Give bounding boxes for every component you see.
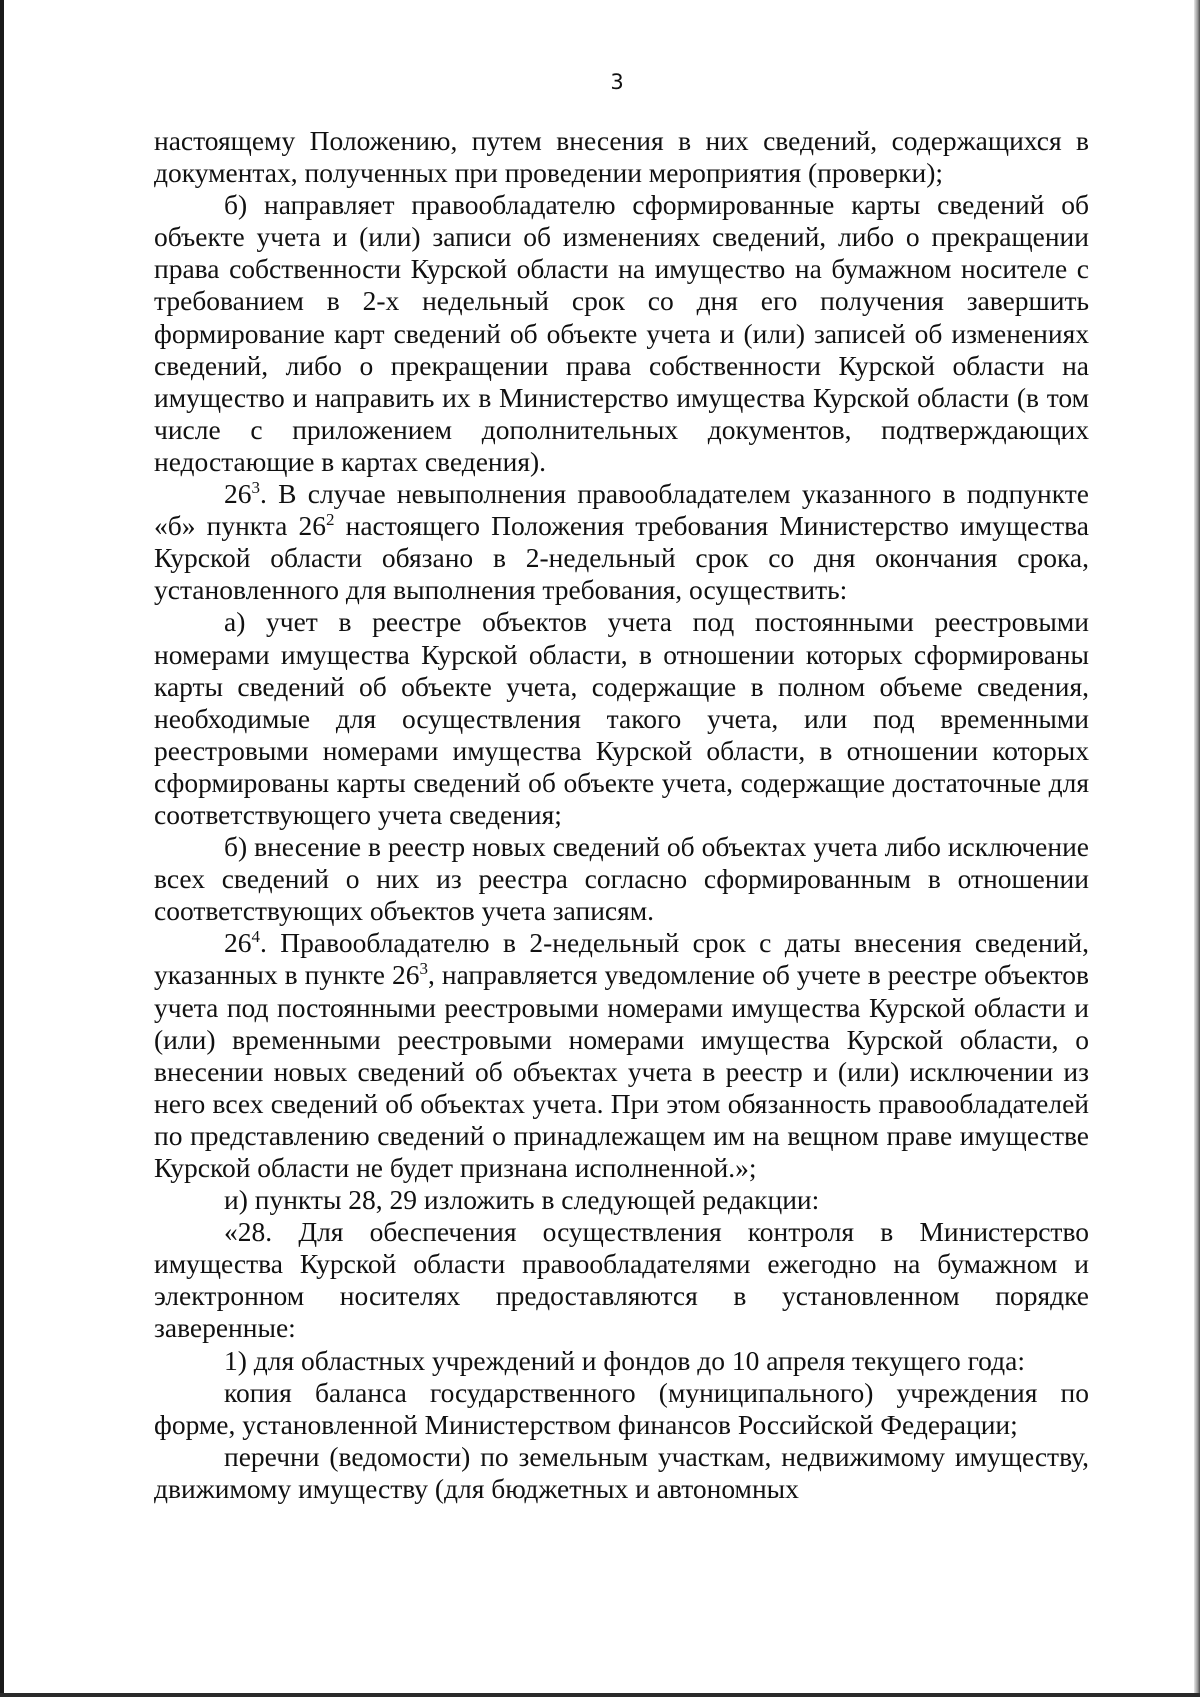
- paragraph-text: б) направляет правообладателю сформированные карты сведений об объекте учета и (или) записи об изменениях сведений, либо о прекращении права собственности Курской области на имущество на бумажном носителе с требованием в 2-х недельный срок со дня его получения завершить формирование карт сведений об объекте учета и (или) записей об изменениях сведений, либо о прекращении права собственности Курской области на имущество и направить их в Министерство имущества Курской области (в том числе с приложением дополнительных документов, подтверждающих недостающие в картах сведения).: [154, 189, 1089, 477]
- superscript: 3: [251, 478, 260, 498]
- paragraph-text: . В случае невыполнения правообладателем указанного в подпункте «б» пункта 26: [154, 478, 1089, 542]
- paragraph-2: [154, 189, 1089, 478]
- page-number: 3: [610, 70, 624, 94]
- document-body: [154, 125, 1089, 1505]
- paragraph-text: а) учет в реестре объектов учета под постоянными реестровыми номерами имущества Курской области, в отношении которых сформированы карты сведений об объекте учета, содержащие в полном объеме сведения, необходимые для осуществления такого учета, или под временными реестровыми номерами имущества Курской области, в отношении которых сформированы карты сведений об объекте учета, содержащие достаточные для соответствующего учета сведения;: [154, 606, 1089, 830]
- paragraph-1: [154, 125, 1089, 189]
- paragraph-text: и) пункты 28, 29 изложить в следующей редакции:: [224, 1184, 820, 1216]
- paragraph-text: , направляется уведомление об учете в реестре объектов учета под постоянными реестровыми номерами имущества Курской области и (или) временными реестровыми номерами имущества Курской области, о внесении новых сведений об объектах учета в реестр и (или) исключении из него всех сведений об объектах учета. При этом обязанность правообладателей по представлению сведений о принадлежащем им на вещном праве имуществе Курской области не будет признана исполненной.»;: [154, 959, 1089, 1183]
- paragraph-text: 26: [224, 927, 252, 959]
- paragraph-text: настоящего Положения требования Министерство имущества Курской области обязано в 2-недельный срок со дня окончания срока, установленного для выполнения требования, осуществить:: [154, 510, 1089, 606]
- paragraph-text: «28. Для обеспечения осуществления контроля в Министерство имущества Курской области правообладателями ежегодно на бумажном и электронном носителях предоставляются в установленном порядке заверенные:: [154, 1216, 1089, 1344]
- paragraph-11: [154, 1441, 1089, 1505]
- paragraph-text: перечни (ведомости) по земельным участкам, недвижимому имуществу, движимому имуществу (для бюджетных и автономных: [154, 1440, 1089, 1504]
- paragraph-text: б) внесение в реестр новых сведений об объектах учета либо исключение всех сведений о них из реестра согласно сформированным в отношении соответствующих объектов учета записям.: [154, 831, 1089, 927]
- paragraph-4: [154, 606, 1089, 831]
- scan-edge-left: [0, 0, 4, 1697]
- paragraph-10: [154, 1377, 1089, 1441]
- paragraph-text: . Правообладателю в 2-недельный срок с даты внесения сведений, указанных в пункте 26: [154, 927, 1089, 991]
- paragraph-text: копия баланса государственного (муниципального) учреждения по форме, установленной Министерством финансов Российской Федерации;: [154, 1376, 1089, 1440]
- superscript: 3: [419, 959, 428, 979]
- paragraph-7: [154, 1184, 1089, 1216]
- paragraph-text: настоящему Положению, путем внесения в них сведений, содержащихся в документах, полученных при проведении мероприятия (проверки);: [154, 125, 1089, 189]
- superscript: 2: [326, 510, 335, 530]
- paragraph-text: 26: [224, 478, 252, 510]
- scan-edge-right: [1194, 0, 1200, 1697]
- paragraph-9: [154, 1345, 1089, 1377]
- superscript: 4: [251, 927, 260, 947]
- paragraph-6: [154, 927, 1089, 1184]
- paragraph-5: [154, 831, 1089, 927]
- paragraph-text: 1) для областных учреждений и фондов до 10 апреля текущего года:: [224, 1344, 1025, 1376]
- scan-edge-bottom: [0, 1693, 1200, 1697]
- paragraph-8: [154, 1216, 1089, 1344]
- paragraph-3: [154, 478, 1089, 606]
